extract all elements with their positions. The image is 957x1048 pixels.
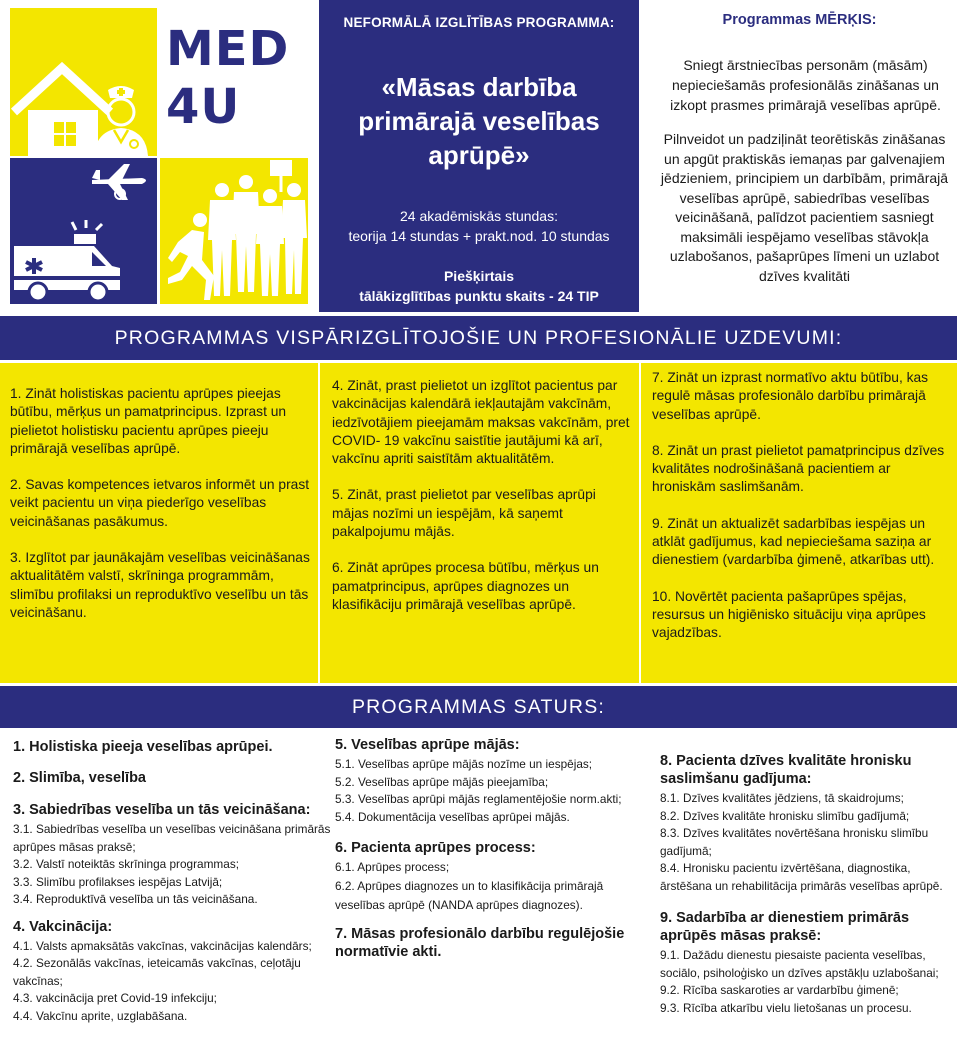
logo-line-1: MED — [166, 21, 290, 77]
content-subitem: 6.2. Aprūpes diagnozes un to klasifikācija primārajā veselības aprūpē (NANDA aprūpes diagnozes). — [335, 878, 604, 912]
program-title-box — [319, 0, 639, 312]
content-section-title: 2. Slimība, veselība — [13, 770, 146, 786]
content-subitem: 8.1. Dzīves kvalitātes jēdziens, tā skaidrojums; — [660, 791, 904, 805]
content-subitem: 3.3. Slimību profilakses iespējas Latvijā; — [13, 874, 223, 889]
content-section-title: 4. Vakcinācija: — [13, 918, 113, 935]
content-heading: PROGRAMMAS SATURS: — [0, 686, 957, 728]
content-subitem: 9.1. Dažādu dienestu piesaiste pacienta veselības, sociālo, psiholoģisko un dzīves apstākļu uzlabošanai; — [660, 948, 939, 980]
ambulance-icon — [12, 218, 124, 302]
content-section-title: 3. Sabiedrības veselība un tās veicināšana: — [13, 802, 311, 818]
content-section-title: 1. Holistiska pieeja veselības aprūpei. — [13, 739, 273, 755]
content-subitem: 8.2. Dzīves kvalitāte hronisku slimību gadījumā; — [660, 808, 910, 823]
tasks-column-2 — [332, 377, 632, 632]
content-subitem: 3.4. Reproduktīvā veselība un tās veicināšana. — [13, 892, 258, 906]
content-section-title: 7. Māsas profesionālo darbību regulējošie normatīvie akti. — [335, 925, 625, 960]
column-divider — [318, 363, 320, 683]
content-column-1 — [13, 736, 331, 1025]
column-divider — [639, 363, 641, 683]
content-subitem: 5.4. Dokumentācija veselības aprūpei mājās. — [335, 809, 570, 824]
nurse-icon — [86, 82, 156, 156]
goal-heading: Programmas MĒRĶIS: — [722, 12, 877, 28]
content-section-title: 5. Veselības aprūpe mājās: — [335, 737, 520, 753]
tasks-column-1 — [10, 385, 310, 640]
logo-text — [166, 20, 311, 136]
airplane-icon — [90, 162, 150, 202]
program-hours: 24 akadēmiskās stundas: — [400, 208, 558, 224]
content-subitem: 5.3. Veselības aprūpi mājās reglamentējošie norm.akti; — [335, 792, 622, 806]
task-item: 3. Izglītot par jaunākajām veselības veicināšanas aktualitātēm valstī, skrīninga programmām, slimību profilaksi un reproduktīvo veselību un tās veicināšanu. — [10, 550, 310, 620]
tasks-panel — [0, 363, 957, 683]
content-subitem: 5.1. Veselības aprūpe mājās nozīme un iespējas; — [335, 757, 593, 771]
content-column-2 — [335, 736, 647, 961]
content-section-title: 8. Pacienta dzīves kvalitāte hronisku saslimšanu gadījuma: — [660, 753, 912, 787]
content-subitem: 4.1. Valsts apmaksātās vakcīnas, vakcinācijas kalendārs; — [13, 938, 312, 953]
task-item: 2. Savas kompetences ietvaros informēt un prast veikt pacientu un viņa piederīgo veselības veicināšanas pasākumus. — [10, 477, 310, 529]
task-item: 8. Zināt un prast pielietot pamatprincipus dzīves kvalitātes nodrošināšanā pacientiem ar hroniskām saslimšanām. — [652, 442, 945, 495]
task-item: 10. Novērtēt pacienta pašaprūpes spējas, resursus un higiēnisko situāciju viņa aprūpes vajadzības. — [652, 588, 926, 641]
content-subitem: 9.3. Rīcība atkarību vielu lietošanas un procesu. — [660, 1000, 912, 1015]
content-subitem: 4.4. Vakcīnu aprite, uzglabāšana. — [13, 1008, 188, 1023]
people-group-icon — [206, 160, 308, 300]
tasks-heading: PROGRAMMAS VISPĀRIZGLĪTOJOŠIE UN PROFESIONĀLIE UZDEVUMI: — [0, 316, 957, 360]
task-item: 9. Zināt un aktualizēt sadarbības iespējas un atklāt gadījumus, kad nepieciešama saziņa ar dienestiem (vardarbība ģimenē, atkarības utt). — [652, 515, 935, 568]
goal-paragraph-1: Sniegt ārstniecības personām (māsām) nepieciešamās profesionālās zināšanas un izkopt prasmes primārajā veselības aprūpē. — [670, 57, 941, 113]
content-section-title: 6. Pacienta aprūpes process: — [335, 840, 536, 856]
content-subitem: 5.2. Veselības aprūpe mājās pieejamība; — [335, 774, 549, 789]
content-subitem: 4.3. vakcinācija pret Covid-19 infekciju; — [13, 991, 217, 1005]
task-item: 1. Zināt holistiskas pacientu aprūpes pieejas būtību, mērķus un pamatprincipus. Izprast un pielietot holistisku pacientu aprūpes pieeju primārajā veselības aprūpē. — [10, 386, 287, 456]
goal-paragraph-2: Pilnveidot un padziļināt teorētiskās zināšanas un apgūt praktiskās iemaņas par galvenajiem jēdzieniem, principiem un darbībām, primārajā veselības aprūpē, sabiedrības veselības veicināšanā, palīdzot pacientiem sasniegt maksimāli iespējamo veselības stāvokļa uzlabošanos, pašaprūpes līmeni un uzlabot dzīves kvalitāti — [660, 131, 949, 284]
content-section-title: 9. Sadarbība ar dienestiem primārās aprūpēs māsas praksē: — [660, 910, 910, 944]
content-subitem: 8.3. Dzīves kvalitātes novērtēšana hronisku slimību gadījumā; — [660, 826, 929, 858]
program-kicker: NEFORMĀLĀ IZGLĪTĪBAS PROGRAMMA: — [343, 15, 615, 30]
program-tip-label: Piešķirtais — [443, 268, 515, 284]
content-subitem: 8.4. Hronisku pacientu izvērtēšana, diagnostika, ārstēšana un rehabilitācija primārās veselības aprūpē. — [660, 861, 943, 893]
program-hours-breakdown: teorija 14 stundas + prakt.nod. 10 stundas — [348, 228, 610, 244]
program-title: «Māsas darbība primārajā veselības aprūpē» — [358, 72, 600, 170]
content-subitem: 4.2. Sezonālās vakcīnas, ieteicamās vakcīnas, ceļotāju vakcīnas; — [13, 956, 301, 988]
tasks-column-3 — [652, 369, 954, 661]
program-tip-value: tālākizglītības punktu skaits - 24 TIP — [359, 288, 599, 304]
task-item: 4. Zināt, prast pielietot un izglītot pacientus par vakcinācijas kalendārā iekļautajām vakcīnām, iedzīvotājiem pieejamām maksas vakcīnām, pret COVID- 19 vakcīnu saistītie jautājumi kā arī, vakcīnu apriti saistītām aktualitātēm. — [332, 378, 630, 467]
logo-line-2: 4U — [166, 79, 241, 135]
task-item: 5. Zināt, prast pielietot par veselības aprūpi mājas nozīmi un iespējām, kā saņemt pakalpojumu mājās. — [332, 487, 596, 540]
content-subitem: 6.1. Aprūpes process; — [335, 860, 450, 874]
task-item: 7. Zināt un izprast normatīvo aktu būtību, kas regulē māsas profesionālo darbību primārajā veselības aprūpē. — [652, 370, 929, 422]
content-subitem: 3.2. Valstī noteiktās skrīninga programmas; — [13, 857, 239, 871]
content-subitem: 9.2. Rīcība saskaroties ar vardarbību ģimenē; — [660, 983, 899, 997]
content-column-3 — [660, 752, 957, 1017]
logo-area — [0, 0, 314, 314]
task-item: 6. Zināt aprūpes procesa būtību, mērķus un pamatprincipus, aprūpes diagnozes un klasifikāciju primārajā veselības aprūpē. — [332, 560, 599, 612]
content-subitem: 3.1. Sabiedrības veselība un veselības veicināšana primārās aprūpes māsas praksē; — [13, 822, 331, 854]
program-goal — [642, 0, 957, 312]
